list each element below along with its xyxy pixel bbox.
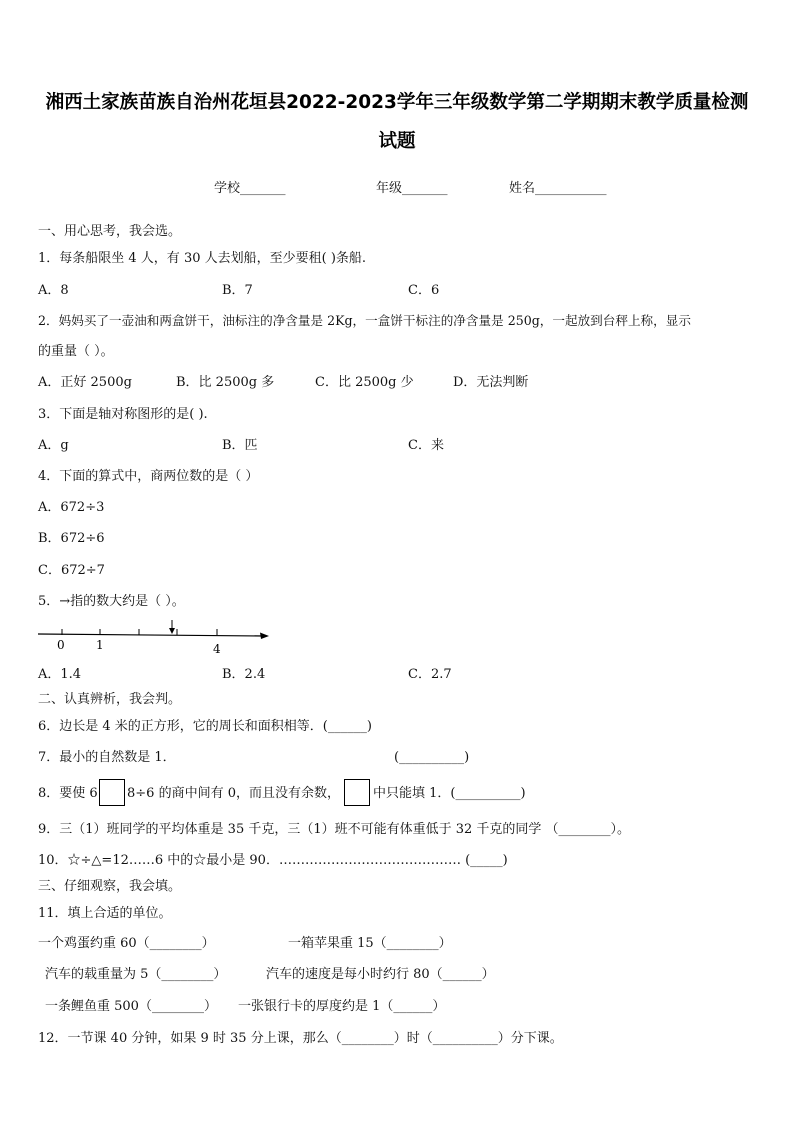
section-heading-3: 三、仔细观察，我会填。 bbox=[38, 879, 182, 894]
q3-option-a: A．g bbox=[38, 438, 69, 453]
tick-label-1: 1 bbox=[96, 638, 104, 652]
section-heading-2: 二、认真辨析，我会判。 bbox=[38, 692, 182, 707]
q11-item-truck-load: 汽车的载重量为 5（________） bbox=[45, 967, 227, 982]
q1-option-b: B．7 bbox=[222, 283, 253, 298]
pointer-arrowhead bbox=[169, 628, 175, 634]
question-11: 11．填上合适的单位。 bbox=[38, 906, 172, 921]
q1-option-a: A．8 bbox=[38, 283, 69, 298]
q8-digit-box-2 bbox=[344, 779, 370, 806]
q2-option-d: D．无法判断 bbox=[453, 375, 529, 390]
question-3: 3．下面是轴对称图形的是( ). bbox=[38, 407, 208, 422]
question-2-line1: 2．妈妈买了一壶油和两盒饼干，油标注的净含量是 2Kg，一盒饼干标注的净含量是 250g，一起放到台秤上称，显示 bbox=[38, 313, 691, 328]
q3-option-b: B．匹 bbox=[222, 438, 258, 453]
q8-digit-box-1 bbox=[99, 779, 125, 806]
question-12: 12．一节课 40 分钟，如果 9 时 35 分上课，那么（________）时（__________）分下课。 bbox=[38, 1031, 563, 1046]
grade-field: 年级_______ bbox=[376, 181, 448, 196]
q11-item-egg: 一个鸡蛋约重 60（________） bbox=[38, 936, 215, 951]
question-6: 6．边长是 4 米的正方形，它的周长和面积相等．(______) bbox=[38, 719, 372, 734]
question-2-line2: 的重量（ ）。 bbox=[38, 344, 114, 359]
q4-option-a: A．672÷3 bbox=[38, 500, 105, 515]
q4-option-b: B．672÷6 bbox=[38, 531, 105, 546]
question-1: 1．每条船限坐 4 人，有 30 人去划船，至少要租( )条船. bbox=[38, 251, 367, 266]
q7-answer-blank: (__________) bbox=[394, 750, 470, 765]
number-line-figure bbox=[36, 618, 276, 658]
section-heading-1: 一、用心思考，我会选。 bbox=[38, 224, 182, 239]
question-5: 5．→指的数大约是（ ）。 bbox=[38, 594, 185, 609]
name-field: 姓名___________ bbox=[509, 181, 607, 196]
tick-label-0: 0 bbox=[57, 638, 65, 652]
q5-option-a: A．1.4 bbox=[38, 667, 82, 682]
page-title-line2: 试题 bbox=[378, 131, 416, 152]
tick-label-4: 4 bbox=[213, 642, 221, 656]
q11-item-truck-speed: 汽车的速度是每小时约行 80（______） bbox=[266, 967, 495, 982]
question-8-part1: 8．要使 6 bbox=[38, 786, 98, 801]
q2-option-c: C．比 2500g 少 bbox=[315, 375, 414, 390]
number-line-axis bbox=[38, 634, 264, 636]
q11-item-apples: 一箱苹果重 15（________） bbox=[288, 936, 452, 951]
q5-option-c: C．2.7 bbox=[408, 667, 452, 682]
number-line-arrowhead bbox=[260, 633, 269, 640]
question-9: 9．三（1）班同学的平均体重是 35 千克，三（1）班不可能有体重低于 32 千克的同学 （________）。 bbox=[38, 822, 631, 837]
question-8-part2: 8÷6 的商中间有 0，而且没有余数， bbox=[127, 786, 340, 801]
question-8-part3: 中只能填 1．(__________) bbox=[373, 786, 526, 801]
question-7: 7．最小的自然数是 1． bbox=[38, 750, 176, 765]
question-10: 10．☆÷△=12……6 中的☆最小是 90．…………………………………… (_____) bbox=[38, 853, 508, 868]
question-4: 4．下面的算式中，商两位数的是（ ） bbox=[38, 469, 259, 484]
q3-option-c: C．来 bbox=[408, 438, 444, 453]
q11-item-bank-card: 一张银行卡的厚度约是 1（______） bbox=[238, 999, 446, 1014]
q2-option-b: B．比 2500g 多 bbox=[176, 375, 275, 390]
q4-option-c: C．672÷7 bbox=[38, 563, 105, 578]
q2-option-a: A．正好 2500g bbox=[38, 375, 132, 390]
q5-option-b: B．2.4 bbox=[222, 667, 266, 682]
q1-option-c: C．6 bbox=[408, 283, 440, 298]
school-field: 学校_______ bbox=[214, 181, 286, 196]
page-title-line1: 湘西土家族苗族自治州花垣县2022-2023学年三年级数学第二学期期末教学质量检测 bbox=[45, 92, 749, 113]
q11-item-carp: 一条鲤鱼重 500（________） bbox=[45, 999, 217, 1014]
